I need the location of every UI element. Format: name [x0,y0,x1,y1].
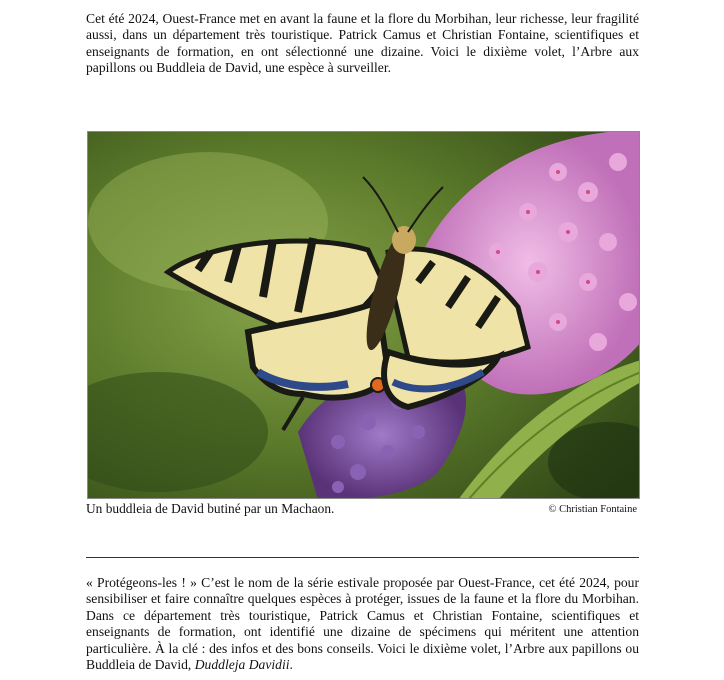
body-end: . [289,657,293,673]
divider [86,557,639,558]
body-paragraph [86,575,639,673]
butterfly-photo [87,131,640,499]
photo-credit: © Christian Fontaine [548,504,637,515]
intro-paragraph: Cet été 2024, Ouest-France met en avant la faune et la flore du Morbihan, leur richesse, leur fragilité aussi, dans un département très touristique. Patrick Camus et Christian Fontaine, scientifiques et enseignants de formation, en ont sélectionné une dizaine. Voici le dixième volet, l’Arbre aux papillons ou Buddleia de David, une espèce à surveiller. [86,11,639,76]
photo-caption: Un buddleia de David butiné par un Machaon. [86,501,335,516]
species-name: Duddleja Davidii [194,657,290,673]
body-text: « Protégeons-les ! » C’est le nom de la série estivale proposée par Ouest-France, cet été 2024, pour sensibiliser et faire connaître quelques espèces à protéger, issues de la faune et la flore du Morbihan. Dans ce département très touristique, Patrick Camus et Christian Fontaine, scientifiques et enseignants de formation, ont identifié une dizaine de spécimens qui méritent une attention particulière. À la clé : des infos et des bons conseils. Voici le dixième volet, l’Arbre aux papillons ou Buddleia de David, [86,575,639,673]
